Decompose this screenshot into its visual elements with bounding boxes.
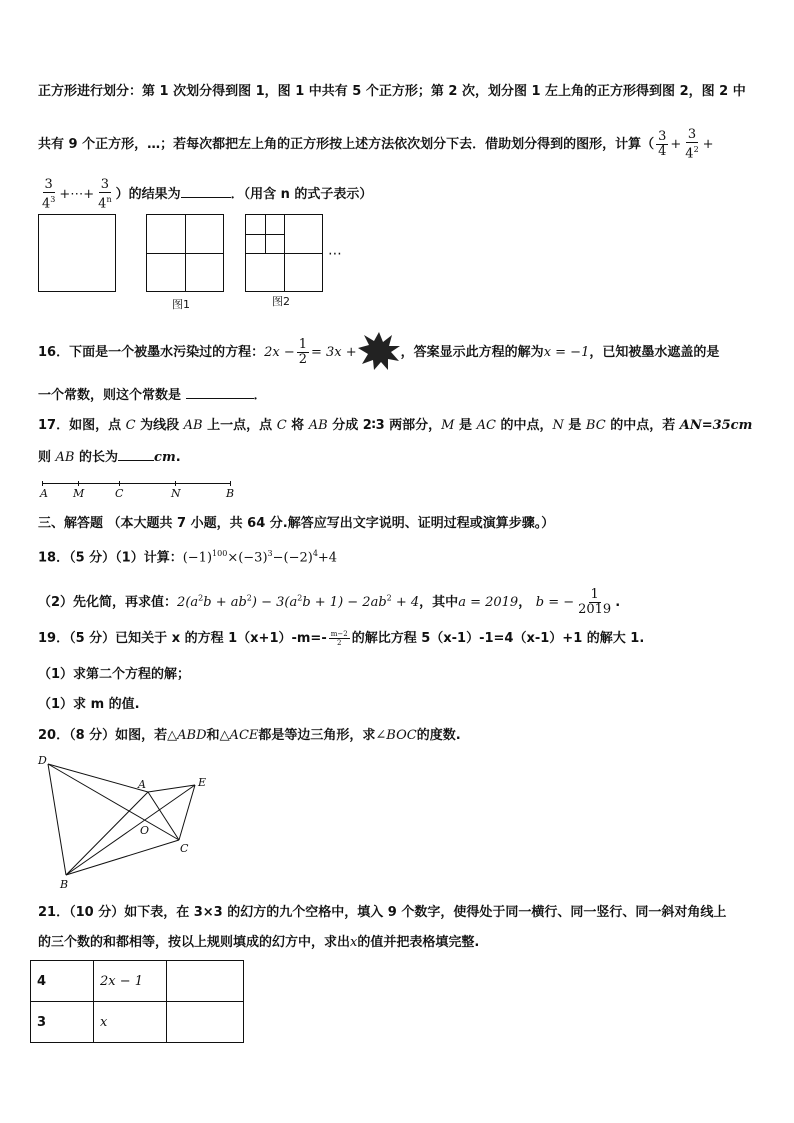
point-m-label: M <box>73 487 85 500</box>
plus-sign: + <box>670 137 682 153</box>
section-heading: 三、解答题 （本大题共 7 小题，共 64 分.解答应写出文字说明、证明过程或演算步骤。） <box>38 516 555 531</box>
q16-line1 <box>38 338 719 367</box>
figure-2 <box>245 214 323 292</box>
table-cell: x <box>94 1002 167 1043</box>
q17-line2: 则 AB 的长为 cm. <box>38 450 181 465</box>
table-row <box>31 1002 244 1043</box>
magic-square-table <box>30 960 244 1043</box>
point-a-label: A <box>40 487 48 500</box>
q16-tail: ，已知被墨水遮盖的是 <box>589 345 720 360</box>
figure-2-label: 图2 <box>272 295 290 308</box>
q21-line1: 21．（10 分）如下表，在 3×3 的幻方的九个空格中，填入 9 个数字，使得处于同一横行、同一竖行、同一斜对角线上 <box>38 905 727 920</box>
q16-eq-right: = 3x + <box>311 345 357 360</box>
fraction-3-4n: $\frac{3}{4^n}$ <box>98 177 112 212</box>
figure-ellipsis: ⋯ <box>328 246 342 262</box>
fraction-3-4cube: $\frac{3}{4^3}$ <box>42 177 56 212</box>
figure-1-label: 图1 <box>172 298 190 311</box>
q16-line2-end: ． <box>253 388 267 403</box>
point-n-label: N <box>171 487 181 500</box>
point-o-label: O <box>140 824 150 837</box>
point-c-label: C <box>180 842 189 855</box>
point-e-label: E <box>198 776 207 789</box>
q15-line2-text: 共有 9 个正方形，…；若每次都把左上角的正方形按上述方法依次划分下去．借助划分得到的图形，计算（ <box>38 137 655 153</box>
point-b-label: B <box>60 878 69 891</box>
q16-line2 <box>38 386 267 404</box>
point-c-label: C <box>115 487 124 500</box>
table-cell: 4 <box>31 961 94 1002</box>
q18-part2: （2）先化简，再求值：$2(a^2b + ab^2) - 3(a^2b + 1) - 2ab^2 + 4$，其中a = 2019， b = − $\frac{1}{2019}$ . <box>38 587 621 617</box>
q15-line3 <box>38 178 372 211</box>
q15-result-text: ）的结果为 <box>115 187 181 203</box>
q16-prefix: 16．下面是一个被墨水污染过的方程： <box>38 345 265 360</box>
q16-eq-left: 2x − <box>264 345 295 360</box>
table-cell <box>167 1002 244 1043</box>
q16-line2-text: 一个常数，则这个常数是 <box>38 388 182 403</box>
series-dots: +⋯+ <box>59 187 95 203</box>
q15-line3-end: ．（用含 n 的式子表示） <box>230 187 373 203</box>
q20-line: 20．（8 分）如图，若△ABD和△ACE都是等边三角形，求∠BOC的度数. <box>38 728 461 743</box>
fraction-3-4: $\frac{3}{4}$ <box>658 129 667 160</box>
fraction-3-4sq: $\frac{3}{4^2}$ <box>685 127 699 162</box>
point-b-label: B <box>226 487 235 500</box>
point-d-label: D <box>38 754 47 767</box>
table-cell: 3 <box>31 1002 94 1043</box>
triangle-figure <box>32 752 222 894</box>
segment-figure <box>40 481 235 505</box>
plus-sign: + <box>702 137 714 153</box>
q16-half: $\frac{1}{2}$ <box>298 337 308 367</box>
q19-sub1: （1）求第二个方程的解； <box>38 667 191 682</box>
answer-blank <box>118 448 154 461</box>
q15-line1: 正方形进行划分：第 1 次划分得到图 1，图 1 中共有 5 个正方形；第 2 次，划分图 1 左上角的正方形得到图 2，图 2 中 <box>38 84 746 99</box>
q16-mid: ，答案显示此方程的解为 <box>400 345 544 360</box>
q16-solution: x = −1 <box>543 345 590 360</box>
q17-line1: 17．如图，点 C 为线段 AB 上一点，点 C 将 AB 分成 2∶3 两部分，M 是 AC 的中点，N 是 BC 的中点，若 AN=35cm <box>38 418 753 433</box>
table-cell: 2x − 1 <box>94 961 167 1002</box>
figure-0-square <box>38 214 116 292</box>
q19-line1: 19．（5 分）已知关于 x 的方程 1（x+1）-m=- $\frac{m-2}{2}$ 的解比方程 5（x-1）-1=4（x-1）+1 的解大 1. <box>38 630 645 647</box>
ink-blot-icon <box>357 343 401 363</box>
q18-part1: 18．（5 分）（1）计算：$(-1)^{100}\times(-3)^3-(-2)^4+4$ <box>38 549 338 566</box>
q15-line2 <box>38 128 714 161</box>
answer-blank <box>186 386 254 399</box>
q21-line2: 的三个数的和都相等，按以上规则填成的幻方中，求出x的值并把表格填完整. <box>38 935 480 950</box>
point-a-label: A <box>138 778 146 791</box>
q19-sub2: （1）求 m 的值. <box>38 697 140 712</box>
table-cell <box>167 961 244 1002</box>
figure-1 <box>146 214 224 292</box>
table-row <box>31 961 244 1002</box>
answer-blank <box>181 185 231 198</box>
